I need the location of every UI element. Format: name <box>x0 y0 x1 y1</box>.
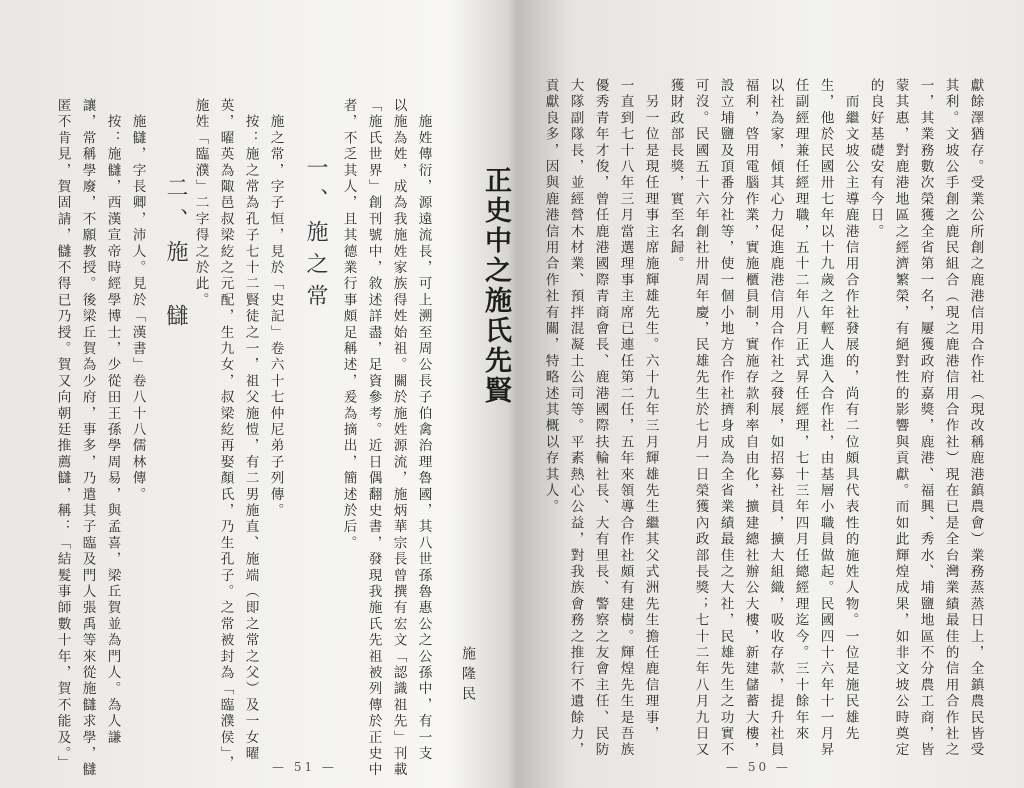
intro-column: 以施為姓，成為我施姓家族得姓始祖。關於施姓源流，施炳華宗長曾撰有宏文「認識祖先」刊載 <box>390 98 407 779</box>
body-column: 獲財政部長獎，實至名歸。 <box>667 78 684 273</box>
body-column: 福利，啓用電腦作業，實施櫃員制，實施存款利率自由化，擴建總社辦公大樓，新建儲蓄大樓， <box>742 78 759 759</box>
body-column: 蒙其惠，對鹿港地區之經濟繁榮，有絕對性的影響與貢獻。而如此輝煌成果，如非文坡公時奠定 <box>892 78 909 759</box>
body-column: 以社為家，傾其心力促進鹿港信用合作社之發展，如招募社員，擴大組織，吸收存款，提升社員 <box>767 78 784 759</box>
section1-column: 施之常，字子恒，見於「史記」卷六十七仲尼弟子列傳。 <box>267 98 284 520</box>
body-column: 設立埔鹽及頂番分社等，使一個小地方合作社擠身成為全省業績最佳之大社，民雄先生之功實不 <box>717 78 734 759</box>
section2-column: 匿不肯見，賀固請，讎不得已乃授。賀又向朝廷推薦讎，稱：「結髮事師數十年，賀不能及。」 <box>54 98 71 772</box>
body-column: 其利。文坡公手創之鹿民組合（現之鹿港信用合作社）現在已是全台灣業績最佳的信用合作社之 <box>942 78 959 759</box>
intro-column: 者，不乏其人，且其德業行事頗足稱述，爰為摘出，簡述於后。 <box>340 98 357 552</box>
intro-column: 施姓傳衍，源遠流長，可上溯至周公長子伯禽治理魯國，其八世孫魯惠公之公孫中，有一支 <box>415 98 432 763</box>
body-column: 獻餘澤猶存。受業公所創之鹿港信用合作社（現改稱鹿港鎮農會）業務蒸蒸日上，全鎮農民皆受 <box>967 78 984 759</box>
body-column: 任副經理兼任經理職，五十二年八月正式昇任經理，七十三年四月任總經理迄今。三十餘年來 <box>792 78 809 743</box>
section-heading-2: 二、施 讎 <box>163 176 188 336</box>
body-column: 貢獻良多，因與鹿港信用合作社有關，特略述其概以存其人。 <box>542 78 559 516</box>
body-column: 一直到七十八年三月當選理事主席已連任第二任，五年來領導合作社頗有建樹。輝煌先生是吾族 <box>617 78 634 759</box>
body-column: 的良好基礎安有今日。 <box>867 78 884 240</box>
section2-column: 讓，常稱學廢，不願教授。後梁丘賀為少府，事多，乃遣其子臨及門人張禹等來從施讎求學，讎 <box>79 98 96 779</box>
body-column: 大隊副隊長，並經營木材業、預拌混凝土公司等。平素熱心公益，對我族會務之推行不遺餘力， <box>567 78 584 759</box>
intro-column: 「施氏世界」創刊號中，敘述詳盡，足資參考。近日偶翻史書，發現我施氏先祖被列傳於正史中 <box>365 98 382 779</box>
right-page <box>512 0 1024 788</box>
section-heading-1: 一、施之常 <box>303 156 328 316</box>
author-name: 施隆民 <box>460 646 476 706</box>
section1-column: 按：施之常為孔子七十二賢徒之一，祖父施愷，有二男施直、施端（即之常之父）及一女曜 <box>242 98 259 763</box>
page-number-right: — 50 — <box>726 760 791 774</box>
section1-column: 英，曜英為陬邑叔梁紇之元配，生九女，叔梁紇再娶顏氏，乃生孔子。之常被封為「臨濮侯」， <box>217 98 234 772</box>
body-column: 一，其業務數次榮獲全省第一名，屢獲政府嘉獎，鹿港、福興、秀水、埔鹽地區不分農工商，皆 <box>917 78 934 759</box>
section1-column: 施姓「臨濮」二字得之於此。 <box>192 98 209 309</box>
body-column: 可沒。民國五十六年創社卅周年慶，民雄先生於七月一日榮獲內政部長獎；七十二年八月九日又 <box>692 78 709 759</box>
section2-column: 按：施讎，西漢宣帝時經學博士，少從田王孫學周易，與孟喜，梁丘賀並為門人。為人謙 <box>104 98 121 746</box>
article-title: 正史中之施氏先賢 <box>480 166 511 406</box>
page-number-left: — 51 — <box>272 760 337 774</box>
body-column: 生，他於民國卅七年以十九歲之年輕人進入合作社，由基層小職員做起。民國四十六年十一月昇 <box>817 78 834 759</box>
body-column: 優秀青年才俊，曾任鹿港國際青商會長、鹿港國際扶輪社長、大有里長、警察之友會主任、民防 <box>592 78 609 759</box>
body-column: 而繼文坡公主導鹿港信用合作社發展的，尚有二位頗具代表性的施姓人物。一位是施民雄先 <box>842 78 859 743</box>
body-column: 另一位是現任理事主席施輝雄先生。六十九年三月輝雄先生繼其父式洲先生擔任鹿信理事， <box>642 78 659 743</box>
section2-column: 施讎，字長卿，沛人。見於「漢書」卷八十八儒林傳。 <box>129 98 146 503</box>
